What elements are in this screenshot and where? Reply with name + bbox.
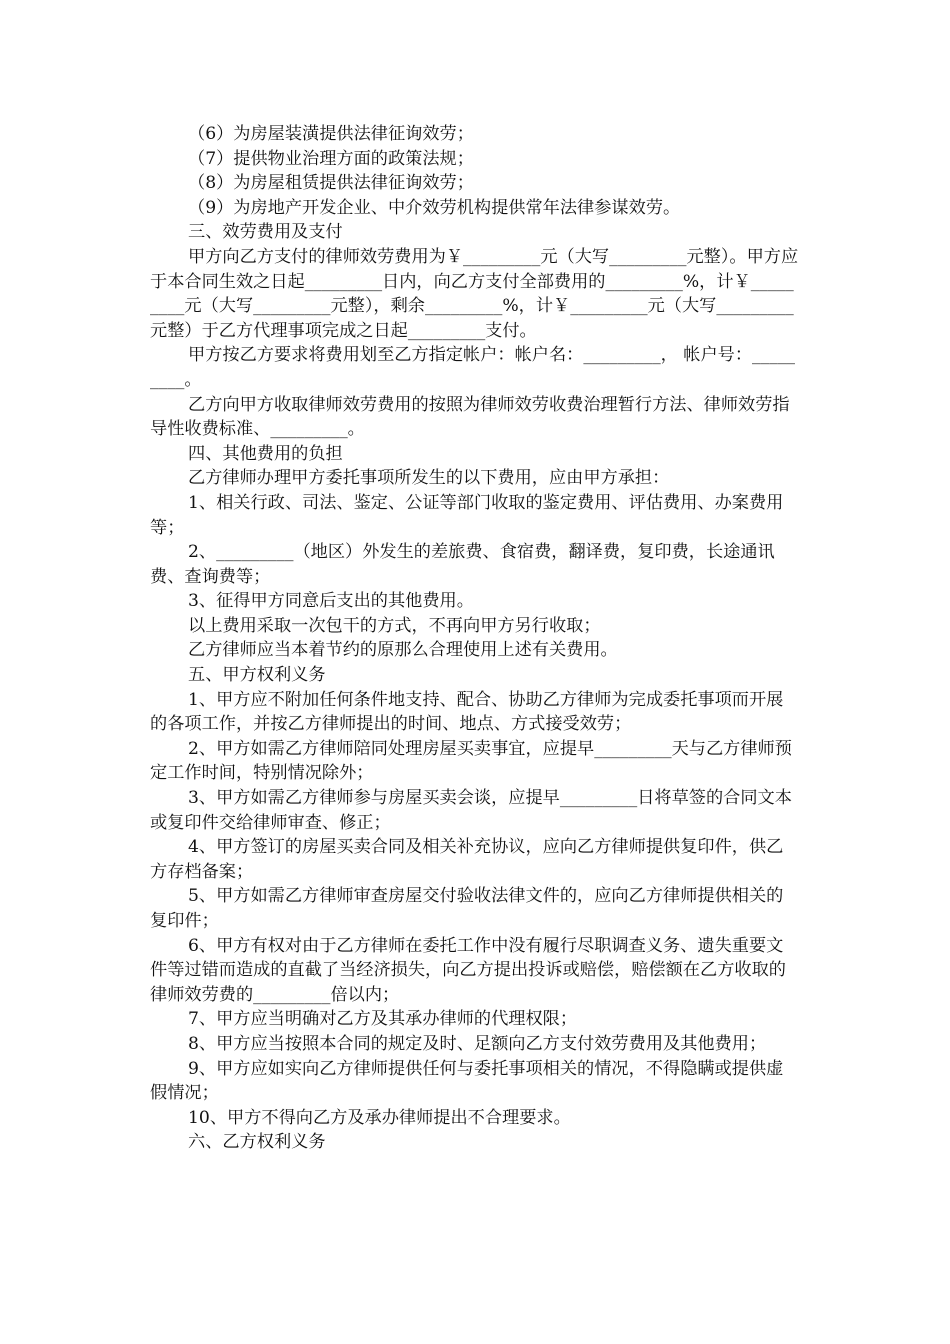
paragraph: 10、甲方不得向乙方及承办律师提出不合理要求。 xyxy=(188,1107,571,1128)
paragraph: 乙方律师办理甲方委托事项所发生的以下费用，应由甲方承担： xyxy=(188,468,670,489)
paragraph: （8）为房屋租赁提供法律征询效劳； xyxy=(188,173,474,194)
paragraph: 3、甲方如需乙方律师参与房屋买卖会谈，应提早_________日将草签的合同文本或复印件交给律师审查、修正； xyxy=(150,788,792,833)
section-heading: 五、甲方权利义务 xyxy=(188,665,326,686)
paragraph: 8、甲方应当按照本合同的规定及时、足额向乙方支付效劳费用及其他费用； xyxy=(188,1033,767,1054)
paragraph: （9）为房地产开发企业、中介效劳机构提供常年法律参谋效劳。 xyxy=(188,197,681,218)
paragraph: 乙方向甲方收取律师效劳费用的按照为律师效劳收费治理暂行方法、律师效劳指导性收费标准、_________。 xyxy=(150,394,790,440)
paragraph: 7、甲方应当明确对乙方及其承办律师的代理权限； xyxy=(188,1009,578,1030)
paragraph: 甲方向乙方支付的律师效劳费用为￥_________元（大写_________元整）。甲方应于本合同生效之日起_________日内，向乙方支付全部费用的_________%，计￥_________元（大写_________元整），剩余_________%，计￥_________元（大写_________元整）于乙方代理事项完成之日起_________支付。 xyxy=(150,246,799,341)
section-heading: 六、乙方权利义务 xyxy=(188,1132,326,1153)
section-heading: 四、其他费用的负担 xyxy=(188,443,343,464)
paragraph: 2、_________（地区）外发生的差旅费、食宿费，翻译费，复印费，长途通讯费、查询费等； xyxy=(150,542,775,587)
paragraph: 乙方律师应当本着节约的原那么合理使用上述有关费用。 xyxy=(188,640,618,661)
paragraph: 5、甲方如需乙方律师审查房屋交付验收法律文件的，应向乙方律师提供相关的复印件； xyxy=(150,886,784,931)
paragraph: 1、相关行政、司法、鉴定、公证等部门收取的鉴定费用、评估费用、办案费用等； xyxy=(150,492,784,538)
paragraph: 3、征得甲方同意后支出的其他费用。 xyxy=(188,591,474,612)
paragraph: 6、甲方有权对由于乙方律师在委托工作中没有履行尽职调查义务、遗失重要文件等过错而造成的直截了当经济损失，向乙方提出投诉或赔偿，赔偿额在乙方收取的律师效劳费的_________倍以内； xyxy=(150,935,786,1005)
paragraph: 甲方按乙方要求将费用划至乙方指定帐户：帐户名：_________， 帐户号：_________。 xyxy=(150,345,796,390)
paragraph: （7）提供物业治理方面的政策法规； xyxy=(188,148,474,169)
paragraph: （6）为房屋装潢提供法律征询效劳； xyxy=(188,124,474,144)
document-body xyxy=(150,122,800,1155)
paragraph: 2、甲方如需乙方律师陪同处理房屋买卖事宜，应提早_________天与乙方律师预定工作时间，特别情况除外； xyxy=(150,738,792,784)
paragraph: 以上费用采取一次包干的方式，不再向甲方另行收取； xyxy=(188,615,601,636)
section-heading: 三、效劳费用及支付 xyxy=(188,222,343,243)
paragraph: 1、甲方应不附加任何条件地支持、配合、协助乙方律师为完成委托事项而开展的各项工作，并按乙方律师提出的时间、地点、方式接受效劳； xyxy=(150,689,784,735)
paragraph: 9、甲方应如实向乙方律师提供任何与委托事项相关的情况，不得隐瞒或提供虚假情况； xyxy=(150,1058,784,1104)
paragraph: 4、甲方签订的房屋买卖合同及相关补充协议，应向乙方律师提供复印件，供乙方存档备案； xyxy=(150,837,784,882)
